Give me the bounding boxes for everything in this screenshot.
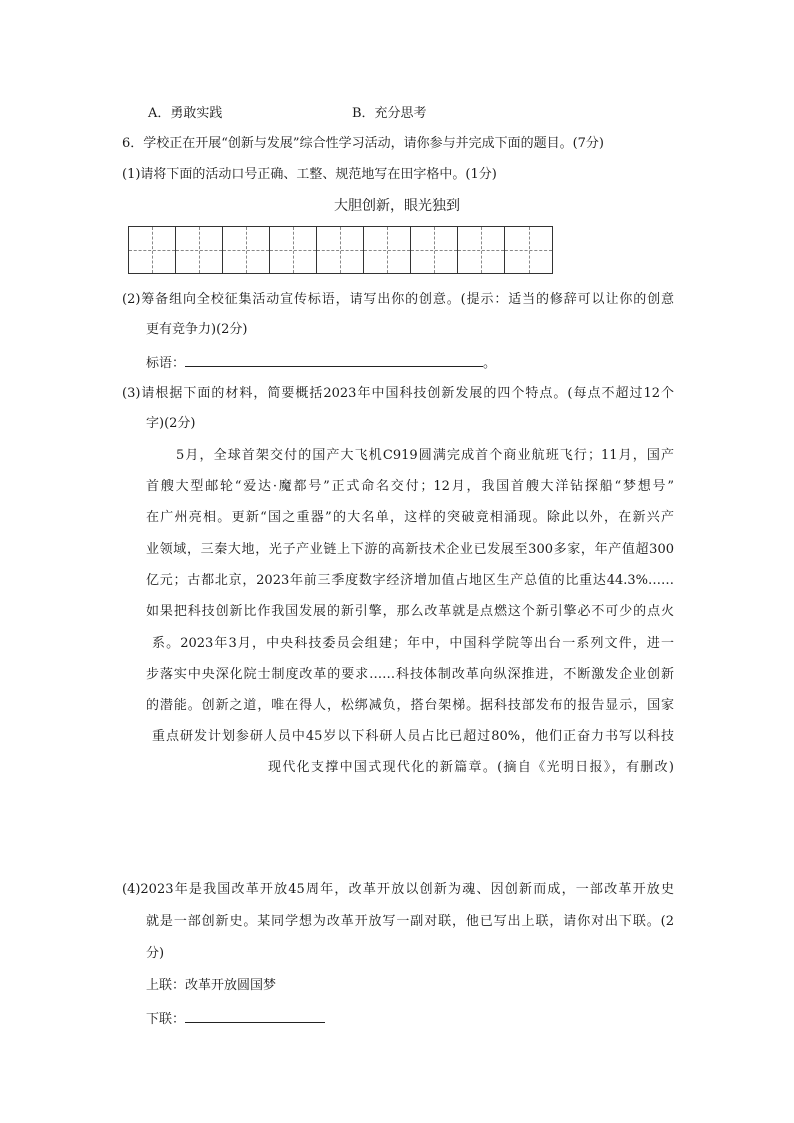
material-line: 的潜能。创新之道，唯在得人，松绑减负，搭台架梯。据科技部发布的报告显示，国家 [146,698,674,713]
grid-cell[interactable] [458,227,505,273]
material-line: 亿元；古都北京，2023年前三季度数字经济增加值占地区生产总值的比重达44.3%…… [146,573,674,588]
grid-cell[interactable] [364,227,411,273]
q6-part4-line1: (4)2023年是我国改革开放45周年，改革开放以创新为魂、因创新而成，一部改革开放史 [122,882,674,897]
grid-cell[interactable] [176,227,223,273]
grid-cell[interactable] [223,227,270,273]
slogan: 大胆创新，眼光独到 [334,198,460,214]
q6-part2-line1: (2)筹备组向全校征集活动宣传标语，请写出你的创意。(提示：适当的修辞可以让你的创意 [122,292,674,307]
material-line: 业领域，三秦大地，光子产业链上下游的高新技术企业已发展至300多家，年产值超300 [146,542,674,557]
material-line: 重点研发计划参研人员中45岁以下科研人员占比已超过80%，他们正奋力书写以科技 [152,729,674,744]
q6-part3-line1: (3)请根据下面的材料，简要概括2023年中国科技创新发展的四个特点。(每点不超过12个 [122,386,674,401]
slogan-label: 标语： [146,356,186,371]
tianzige-grid [128,226,553,274]
q6-part4-line2: 就是一部创新史。某同学想为改革开放写一副对联，他已写出上联，请你对出下联。(2 [146,914,674,929]
lower-couplet-blank[interactable] [185,1008,325,1023]
q6-part3-line2: 字)(2分) [146,416,196,431]
material-line: 在广州亮相。更新“国之重器”的大名单，这样的突破竟相涌现。除此以外，在新兴产 [146,510,674,525]
q6-part1-text: (1)请将下面的活动口号正确、工整、规范地写在田字格中。(1分) [122,167,497,182]
grid-cell[interactable] [129,227,176,273]
material-line: 如果把科技创新比作我国发展的新引擎，那么改革就是点燃这个新引擎必不可少的点火 [146,604,674,619]
slogan-answer-row [146,352,496,374]
q6-part4-line3: 分) [146,946,165,961]
material-line: 步落实中央深化院士制度改革的要求……科技体制改革向纵深推进，不断激发企业创新 [146,667,674,682]
slogan-answer-blank[interactable] [185,352,483,367]
slogan-answer-end: 。 [483,356,497,371]
material-line: 首艘大型邮轮“爱达·魔都号”正式命名交付；12月，我国首艘大洋钻探船“梦想号” [146,479,674,494]
q6-part2-line2: 更有竞争力)(2分) [146,322,248,337]
grid-cell[interactable] [505,227,552,273]
material-line: 系。2023年3月，中央科技委员会组建；年中，中国科学院等出台一系列文件，进一 [152,636,674,651]
material-line: 5月，全球首架交付的国产大飞机C919圆满完成首个商业航班飞行；11月，国产 [176,448,674,463]
question-6-stem: 6．学校正在开展“创新与发展”综合性学习活动，请你参与并完成下面的题目。(7分) [122,136,604,151]
material-source-line: 现代化支撑中国式现代化的新篇章。(摘自《光明日报》，有删改) [268,760,674,775]
option-a: A．勇敢实践 [148,106,223,121]
lower-couplet-label: 下联： [146,1012,186,1027]
grid-cell[interactable] [270,227,317,273]
lower-couplet-row [146,1008,325,1030]
option-b: B．充分思考 [352,106,427,121]
grid-cell[interactable] [317,227,364,273]
upper-couplet: 上联：改革开放圆国梦 [146,978,277,993]
grid-cell[interactable] [411,227,458,273]
